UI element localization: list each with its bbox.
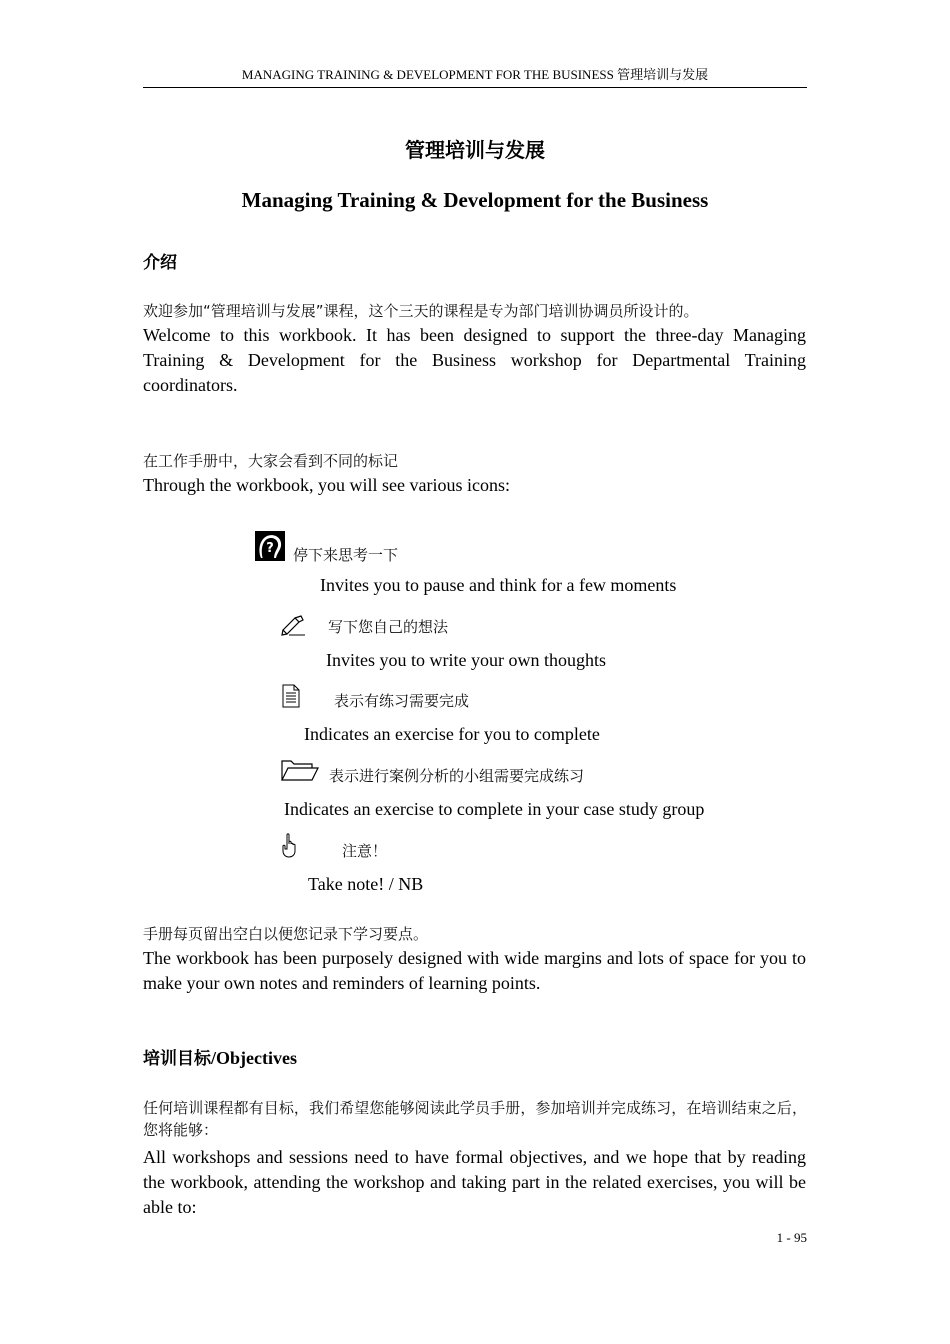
intro-heading: 介绍	[143, 253, 177, 273]
title-chinese: 管理培训与发展	[405, 138, 545, 162]
welcome-text-en: Welcome to this workbook. It has been designed to support the three-day Managing Training & Development for the Business workshop for Departmental Training coordinators.	[143, 325, 806, 395]
title-english: Managing Training & Development for the Business	[241, 188, 709, 212]
icon-legend-en-4: Indicates an exercise to complete in your case study group	[284, 799, 705, 819]
running-header: MANAGING TRAINING & DEVELOPMENT FOR THE BUSINESS 管理培训与发展	[241, 67, 709, 82]
margins-text-en: The workbook has been purposely designed with wide margins and lots of space for you to make your own notes and reminders of learning points.	[143, 948, 806, 993]
icon-legend-en-2: Invites you to write your own thoughts	[326, 650, 606, 670]
margins-text-cn: 手册每页留出空白以便您记录下学习要点。	[143, 925, 429, 943]
icon-legend-cn-1: 停下来思考一下	[293, 546, 399, 564]
page-number: 1 - 95	[776, 1230, 807, 1245]
document-icon	[282, 684, 300, 708]
icons-intro-en: Through the workbook, you will see various icons:	[143, 475, 510, 495]
svg-text:?: ?	[266, 541, 274, 556]
icon-legend-en-1: Invites you to pause and think for a few moments	[320, 575, 677, 595]
objectives-heading-en: /Objectives	[211, 1048, 297, 1068]
icon-legend-en-3: Indicates an exercise for you to complete	[304, 724, 600, 744]
icon-legend-en-5: Take note! / NB	[308, 874, 424, 894]
writing-hand-icon	[281, 614, 307, 636]
question-head-icon	[255, 531, 285, 561]
objectives-text-cn: 任何培训课程都有目标，我们希望您能够阅读此学员手册，参加培训并完成练习，在培训结束之后，您将能够：	[143, 1099, 807, 1139]
icon-legend-cn-2: 写下您自己的想法	[328, 618, 449, 636]
objectives-heading-cn: 培训目标	[143, 1049, 211, 1069]
icons-intro-cn: 在工作手册中，大家会看到不同的标记	[143, 452, 399, 470]
header-rule	[143, 87, 807, 88]
open-folder-icon	[281, 758, 319, 782]
icon-legend-cn-5: 注意！	[342, 842, 388, 860]
icon-legend-cn-4: 表示进行案例分析的小组需要完成练习	[329, 767, 585, 785]
objectives-heading	[143, 1046, 297, 1071]
welcome-text-cn: 欢迎参加“管理培训与发展”课程，这个三天的课程是专为部门培训协调员所设计的。	[143, 302, 699, 320]
icon-legend-cn-3: 表示有练习需要完成	[334, 692, 470, 710]
objectives-text-en: All workshops and sessions need to have formal objectives, and we hope that by reading the workbook, attending the workshop and taking part in the related exercises, you will be able to:	[143, 1147, 806, 1217]
pointing-hand-icon	[281, 833, 297, 859]
